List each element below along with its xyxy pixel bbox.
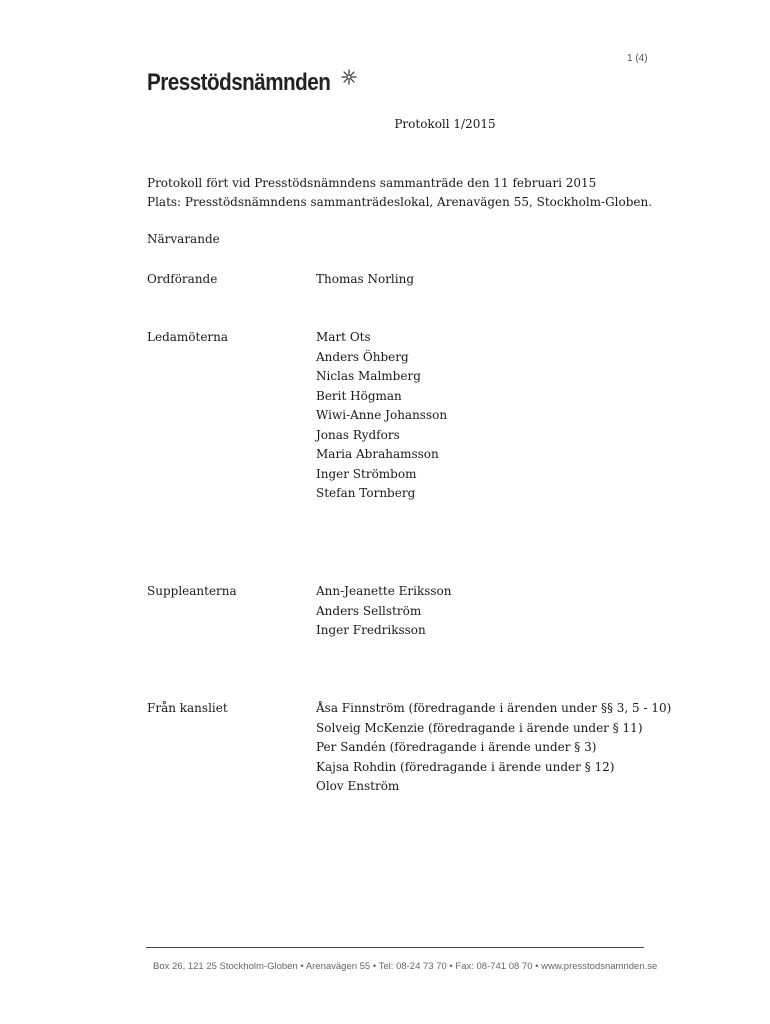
name: Jonas Rydfors xyxy=(316,427,400,442)
name: Per Sandén (föredragande i ärende under § 3) xyxy=(316,740,597,754)
name: Åsa Finnström (föredragande i ärenden under §§ 3, 5 - 10) xyxy=(316,701,672,715)
name: Ann-Jeanette Eriksson xyxy=(316,584,452,598)
name: Inger Strömbom xyxy=(316,466,417,481)
logo xyxy=(147,68,360,98)
footer-contact: Box 26, 121 25 Stockholm-Globen • Arenavägen 55 • Tel: 08-24 73 70 • Fax: 08-741 08 70 • www.presstodsnamnden.se xyxy=(153,961,658,972)
name: Niclas Malmberg xyxy=(316,369,421,383)
present-heading: Närvarande xyxy=(147,232,220,246)
section-label-office: Från kansliet xyxy=(147,701,228,715)
section-label-chair: Ordförande xyxy=(147,272,218,286)
name: Solveig McKenzie (föredragande i ärende under § 11) xyxy=(316,720,643,735)
name: Olov Enström xyxy=(316,779,400,793)
snowflake-icon xyxy=(340,68,358,86)
section-names-office xyxy=(316,699,671,797)
name: Wiwi-Anne Johansson xyxy=(316,408,448,422)
section-names-members xyxy=(316,328,447,504)
name: Thomas Norling xyxy=(316,272,415,286)
name: Anders Sellström xyxy=(316,603,422,618)
intro-line: Protokoll fört vid Presstödsnämndens sammanträde den 11 februari 2015 xyxy=(147,176,597,190)
name: Maria Abrahamsson xyxy=(316,447,439,461)
name: Kajsa Rohdin (föredragande i ärende under § 12) xyxy=(316,759,615,774)
name: Anders Öhberg xyxy=(316,349,409,364)
name: Berit Högman xyxy=(316,388,402,403)
section-names-deputies xyxy=(316,582,452,641)
section-label-members: Ledamöterna xyxy=(147,330,229,344)
name: Stefan Tornberg xyxy=(316,486,416,500)
section-names-chair xyxy=(316,270,414,290)
document-title: Protokoll 1/2015 xyxy=(394,117,496,131)
page-number: 1 (4) xyxy=(627,53,648,64)
footer-divider xyxy=(146,947,644,948)
intro xyxy=(147,174,652,212)
name: Inger Fredriksson xyxy=(316,623,426,637)
section-label-deputies: Suppleanterna xyxy=(147,584,237,598)
name: Mart Ots xyxy=(316,330,371,344)
logo-text: Presstödsnämnden xyxy=(147,69,331,96)
intro-line: Plats: Presstödsnämndens sammanträdeslokal, Arenavägen 55, Stockholm-Globen. xyxy=(147,195,653,209)
